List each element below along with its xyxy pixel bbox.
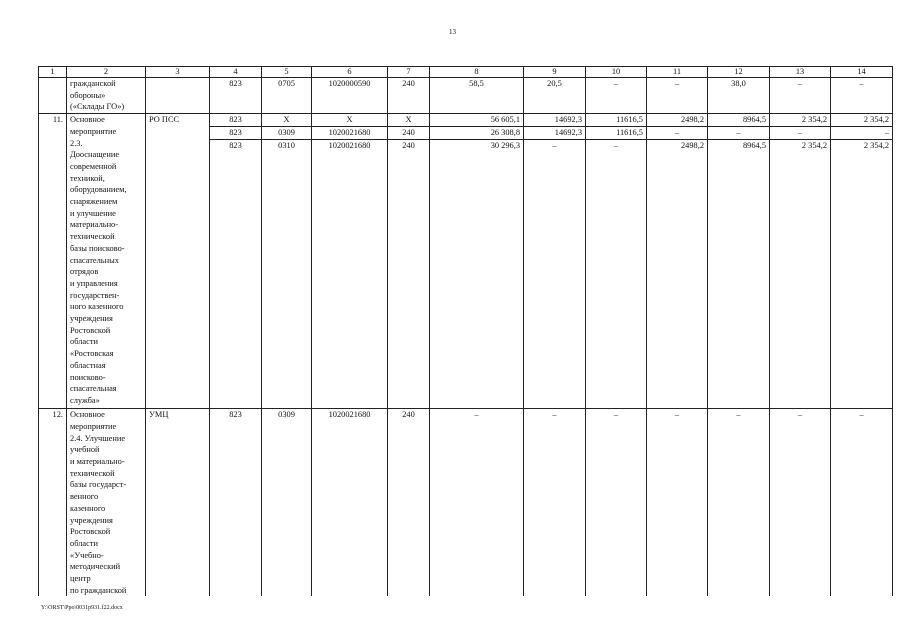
cell-col9: –: [524, 139, 586, 151]
cell-col7: 240: [388, 139, 430, 151]
cell-col5: 0310: [262, 139, 312, 151]
cell-col13: 2 354,2: [770, 114, 831, 127]
column-number: 12: [708, 67, 770, 78]
table-row: [39, 409, 893, 597]
cell-col5: 0309: [262, 126, 312, 139]
cell-col8: –: [430, 409, 524, 597]
column-number: 6: [312, 67, 388, 78]
cell-col10: –: [586, 78, 647, 114]
column-number: 14: [831, 67, 893, 78]
column-number: 11: [647, 67, 708, 78]
cell-col6: 1020021680: [312, 139, 388, 151]
cell-col13: 2 354,2: [770, 139, 831, 151]
cell-col8: 58,5: [430, 78, 524, 114]
cell-col8: 56 605,1: [430, 114, 524, 127]
cell-col4: 823: [210, 114, 262, 127]
cell-col13: –: [770, 126, 831, 139]
cell-col11: 2498,2: [647, 139, 708, 151]
cell-col10: –: [586, 139, 647, 151]
cell-col4: 823: [210, 78, 262, 114]
cell-col12: 8964,5: [708, 139, 770, 151]
executor: УМЦ: [146, 409, 210, 597]
cell-col11: 2498,2: [647, 114, 708, 127]
executor: РО ПСС: [146, 114, 210, 409]
column-number: 9: [524, 67, 586, 78]
cell-col11: –: [647, 78, 708, 114]
cell-col14: 2 354,2: [831, 114, 893, 127]
cell-col8: 26 308,8: [430, 126, 524, 139]
cell-col9: 20,5: [524, 78, 586, 114]
cell-col11: –: [647, 409, 708, 597]
cell-col5: Х: [262, 114, 312, 127]
cell-col7: 240: [388, 409, 430, 597]
row-number: 12.: [39, 409, 67, 597]
cell-col10: –: [586, 409, 647, 597]
cell-col12: –: [708, 126, 770, 139]
cell-col9: 14692,3: [524, 114, 586, 127]
column-number: 13: [770, 67, 831, 78]
activity-name: гражданской обороны» («Склады ГО»): [67, 78, 146, 114]
activity-name: Основное мероприятие 2.4. Улучшение учебной и материально- технической базы государст- венного казенного учреждения Ростовской области «Учебно- методический центр по гражданской: [67, 409, 146, 597]
budget-table: [38, 66, 893, 596]
cell-col9: 14692,3: [524, 126, 586, 139]
column-number: 8: [430, 67, 524, 78]
column-number: 2: [67, 67, 146, 78]
cell-col6: 1020021680: [312, 409, 388, 597]
cell-col6: Х: [312, 114, 388, 127]
cell-col13: –: [770, 78, 831, 114]
cell-col8: 30 296,3: [430, 139, 524, 151]
cell-col5: 0705: [262, 78, 312, 114]
column-number-row: [39, 67, 893, 78]
cell-col7: Х: [388, 114, 430, 127]
column-number: 10: [586, 67, 647, 78]
column-number: 4: [210, 67, 262, 78]
file-path-footer: Y:\ORST\Ppo\0031p931.f22.docx: [41, 605, 123, 611]
cell-col14: –: [831, 409, 893, 597]
cell-col14: –: [831, 78, 893, 114]
table-row: [39, 114, 893, 127]
cell-col12: –: [708, 409, 770, 597]
cell-col5: 0309: [262, 409, 312, 597]
cell-col12: 8964,5: [708, 114, 770, 127]
column-number: 3: [146, 67, 210, 78]
cell-col4: 823: [210, 139, 262, 151]
cell-col10: 11616,5: [586, 114, 647, 127]
cell-col4: 823: [210, 409, 262, 597]
cell-col11: –: [647, 126, 708, 139]
cell-col6: 1020021680: [312, 126, 388, 139]
column-number: 5: [262, 67, 312, 78]
cell-col14: 2 354,2: [831, 139, 893, 151]
cell-col7: 240: [388, 78, 430, 114]
cell-col4: 823: [210, 126, 262, 139]
activity-name: Основное мероприятие 2.3. Дооснащение современной техникой, оборудованием, снаряжением и улучшение материально- технической базы поисково- спасательных отрядов и управления государствен- ного казенного учреждения Ростовской области «Ростовская областная поисково- спасательная служба»: [67, 114, 146, 409]
cell-col9: –: [524, 409, 586, 597]
cell-col7: 240: [388, 126, 430, 139]
row-number: 11.: [39, 114, 67, 409]
column-number: 7: [388, 67, 430, 78]
cell-col6: 1020000590: [312, 78, 388, 114]
column-number: 1: [39, 67, 67, 78]
page-number: 13: [449, 28, 456, 36]
table-row: [39, 78, 893, 114]
cell-col14: –: [831, 126, 893, 139]
cell-col13: –: [770, 409, 831, 597]
cell-col10: 11616,5: [586, 126, 647, 139]
cell-col12: 38,0: [708, 78, 770, 114]
